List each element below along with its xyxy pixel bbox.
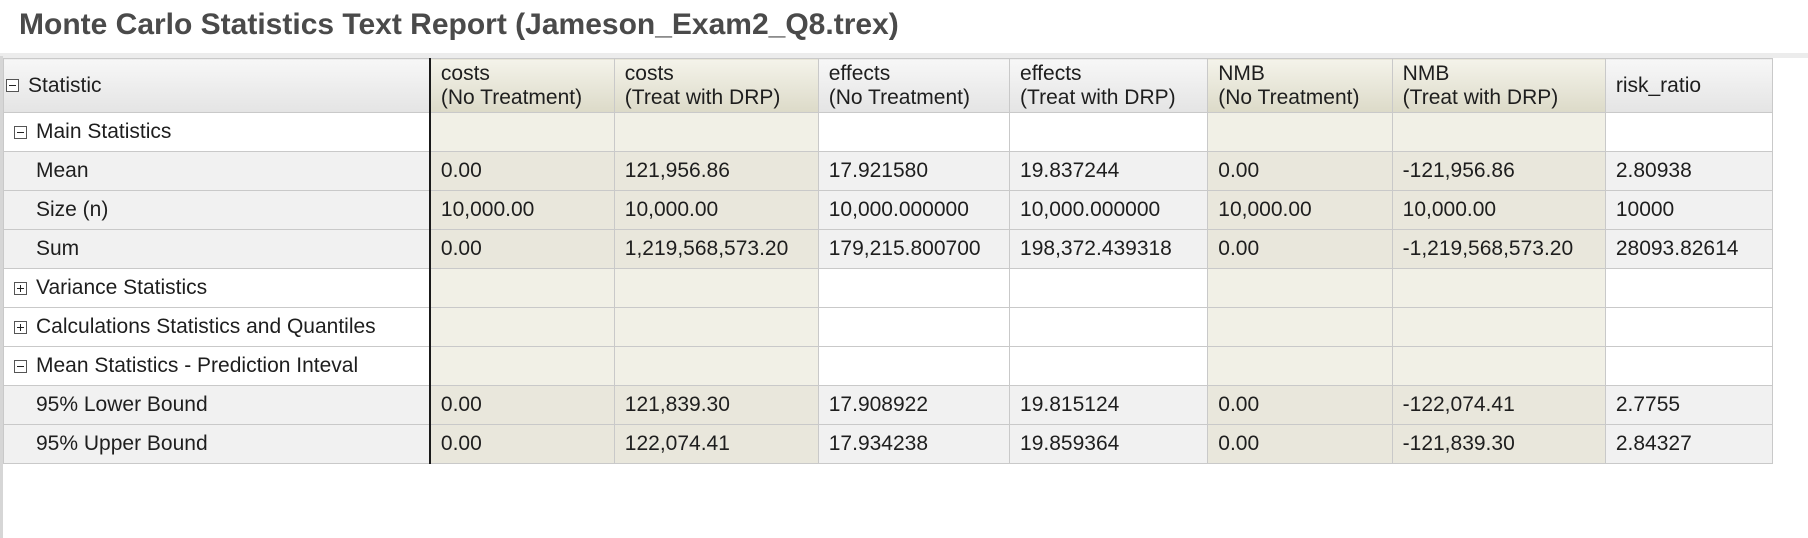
table-cell: 17.934238 [818, 425, 1009, 464]
group-empty-cell [1208, 269, 1392, 308]
table-cell: -1,219,568,573.20 [1392, 230, 1605, 269]
group-row [4, 308, 1773, 347]
group-empty-cell [1392, 347, 1605, 386]
column-header-effects-treat-drp[interactable] [1010, 59, 1208, 113]
group-empty-cell [614, 269, 818, 308]
group-empty-cell [430, 347, 614, 386]
table-cell: 0.00 [1208, 152, 1392, 191]
table-cell: 10,000.000000 [1010, 191, 1208, 230]
table-cell: -122,074.41 [1392, 386, 1605, 425]
group-empty-cell [1208, 113, 1392, 152]
table-cell: 0.00 [430, 425, 614, 464]
table-cell: 10000 [1605, 191, 1772, 230]
table-row [4, 230, 1773, 269]
group-header-cell[interactable] [4, 308, 430, 347]
table-cell: 0.00 [1208, 425, 1392, 464]
group-empty-cell [818, 308, 1009, 347]
group-header-cell[interactable] [4, 269, 430, 308]
table-row [4, 425, 1773, 464]
table-cell: 179,215.800700 [818, 230, 1009, 269]
table-cell: -121,839.30 [1392, 425, 1605, 464]
column-header-costs-no-treatment[interactable] [430, 59, 614, 113]
table-cell: 10,000.00 [1392, 191, 1605, 230]
group-empty-cell [1208, 308, 1392, 347]
group-header-cell[interactable] [4, 347, 430, 386]
table-header-row [4, 59, 1773, 113]
table-cell: 2.84327 [1605, 425, 1772, 464]
group-empty-cell [614, 347, 818, 386]
column-header-line1: NMB [1218, 61, 1265, 85]
expand-toggle-icon[interactable] [14, 321, 27, 334]
group-empty-cell [1605, 269, 1772, 308]
column-header-line2: (Treat with DRP) [624, 85, 781, 109]
column-header-line2: (Treat with DRP) [1402, 85, 1559, 109]
table-cell: 0.00 [1208, 230, 1392, 269]
group-empty-cell [614, 308, 818, 347]
table-row [4, 152, 1773, 191]
row-label: 95% Upper Bound [4, 425, 430, 464]
group-empty-cell [430, 269, 614, 308]
report-title-bar [0, 0, 1808, 56]
group-empty-cell [1605, 308, 1772, 347]
row-label: Size (n) [4, 191, 430, 230]
table-cell: 17.908922 [818, 386, 1009, 425]
row-label: Mean [4, 152, 430, 191]
column-header-costs-treat-drp[interactable] [614, 59, 818, 113]
group-empty-cell [1208, 347, 1392, 386]
table-cell: 0.00 [430, 230, 614, 269]
group-empty-cell [430, 308, 614, 347]
group-label: Main Statistics [36, 120, 172, 143]
table-cell: 19.837244 [1010, 152, 1208, 191]
group-empty-cell [818, 347, 1009, 386]
column-header-effects-no-treatment[interactable] [818, 59, 1009, 113]
collapse-toggle-icon[interactable] [14, 126, 27, 139]
table-cell: 2.80938 [1605, 152, 1772, 191]
group-row [4, 347, 1773, 386]
table-cell: 0.00 [430, 386, 614, 425]
group-row [4, 269, 1773, 308]
column-header-nmb-treat-drp[interactable] [1392, 59, 1605, 113]
column-header-line2: (No Treatment) [440, 85, 583, 109]
group-empty-cell [1010, 308, 1208, 347]
column-header-nmb-no-treatment[interactable] [1208, 59, 1392, 113]
table-cell: 10,000.00 [1208, 191, 1392, 230]
group-empty-cell [1605, 347, 1772, 386]
collapse-all-toggle-icon[interactable] [6, 79, 19, 92]
group-empty-cell [1392, 269, 1605, 308]
column-header-line2: (Treat with DRP) [1020, 85, 1176, 109]
group-empty-cell [614, 113, 818, 152]
table-cell: 10,000.00 [614, 191, 818, 230]
table-cell: 28093.82614 [1605, 230, 1772, 269]
expand-toggle-icon[interactable] [14, 282, 27, 295]
table-cell: 19.859364 [1010, 425, 1208, 464]
column-header-line2: (No Treatment) [828, 85, 970, 109]
collapse-toggle-icon[interactable] [14, 360, 27, 373]
group-empty-cell [818, 269, 1009, 308]
group-empty-cell [1010, 113, 1208, 152]
table-cell: 121,839.30 [614, 386, 818, 425]
table-cell: 1,219,568,573.20 [614, 230, 818, 269]
group-empty-cell [1392, 308, 1605, 347]
column-header-line1: risk_ratio [1615, 73, 1702, 97]
column-header-line1: effects [828, 61, 891, 85]
table-cell: 17.921580 [818, 152, 1009, 191]
group-empty-cell [1605, 113, 1772, 152]
column-header-line1: effects [1020, 61, 1082, 85]
group-empty-cell [430, 113, 614, 152]
table-cell: 10,000.00 [430, 191, 614, 230]
column-header-line1: costs [624, 61, 674, 85]
group-label: Mean Statistics - Prediction Inteval [36, 354, 359, 377]
report-title: Monte Carlo Statistics Text Report (Jameson_Exam2_Q8.trex) [19, 8, 899, 41]
column-header-line1: NMB [1402, 61, 1450, 85]
table-cell: 0.00 [1208, 386, 1392, 425]
group-row [4, 113, 1773, 152]
table-row [4, 386, 1773, 425]
table-cell: 198,372.439318 [1010, 230, 1208, 269]
table-cell: 0.00 [430, 152, 614, 191]
statistic-header-label: Statistic [28, 73, 102, 97]
column-header-risk-ratio[interactable] [1605, 59, 1772, 113]
table-cell: 122,074.41 [614, 425, 818, 464]
table-cell: -121,956.86 [1392, 152, 1605, 191]
group-empty-cell [1010, 347, 1208, 386]
group-empty-cell [818, 113, 1009, 152]
group-empty-cell [1392, 113, 1605, 152]
table-cell: 19.815124 [1010, 386, 1208, 425]
row-label: Sum [4, 230, 430, 269]
table-cell: 121,956.86 [614, 152, 818, 191]
column-header-line1: costs [440, 61, 490, 85]
group-empty-cell [1010, 269, 1208, 308]
row-label: 95% Lower Bound [4, 386, 430, 425]
table-cell: 2.7755 [1605, 386, 1772, 425]
group-header-cell[interactable] [4, 113, 430, 152]
table-cell: 10,000.000000 [818, 191, 1009, 230]
group-label: Calculations Statistics and Quantiles [36, 315, 376, 338]
column-header-line2: (No Treatment) [1218, 85, 1360, 109]
statistics-table [3, 58, 1773, 464]
statistic-column-header[interactable] [4, 59, 430, 113]
table-row [4, 191, 1773, 230]
group-label: Variance Statistics [36, 276, 208, 299]
